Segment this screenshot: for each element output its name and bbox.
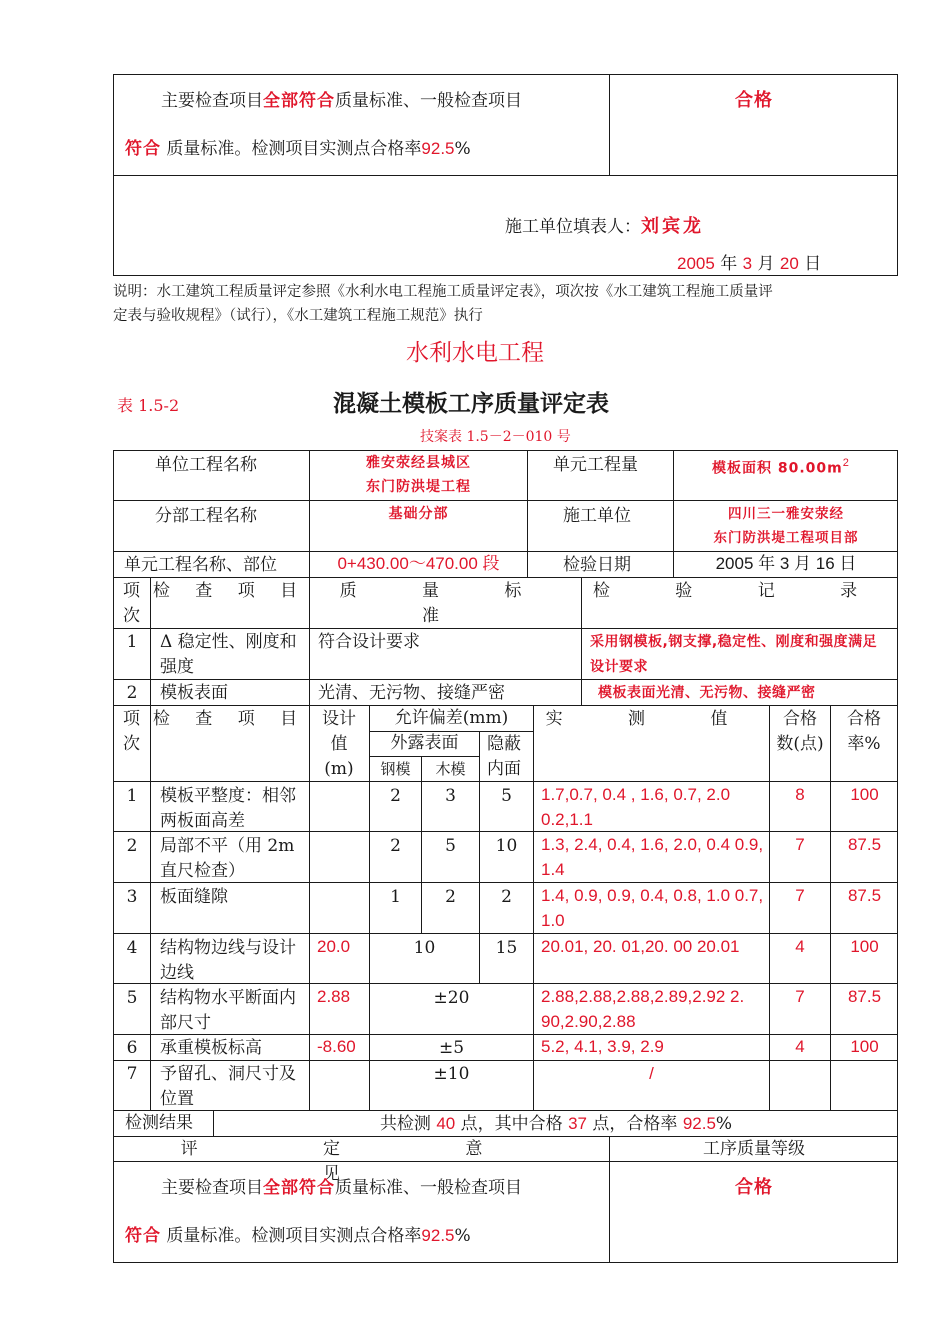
measure-row-steel: 2: [390, 786, 401, 806]
main-col-item: 检 查 项 目: [152, 581, 308, 601]
main-row-record: 采用钢模板,钢支撑,稳定性、刚度和强度满足设计要求: [590, 634, 878, 675]
main-col-no: 项次: [123, 581, 140, 626]
top-eval-text: 主要检查项目全部符合质量标准、一般检查项目 符合 质量标准。检测项目实测点合格率92.5%: [125, 91, 522, 159]
top-date: 2005 年 3 月 20 日: [677, 254, 822, 274]
measure-row-no: 2: [126, 836, 138, 856]
sub-project-value: 基础分部: [388, 506, 449, 522]
unit-project-label: 单位工程名称: [155, 455, 257, 475]
grade-value: 合格: [735, 1177, 773, 1198]
measure-row-count: 8: [795, 785, 805, 804]
unit-name-label: 单元工程名称、部位: [124, 555, 277, 575]
measure-row-count: 7: [795, 835, 805, 854]
main-title: 混凝土模板工序质量评定表: [333, 391, 609, 417]
measure-col-tolerance: 允许偏差(mm): [394, 708, 509, 728]
measure-row-item: 模板平整度：相邻两板面高差: [160, 786, 296, 831]
measure-row-measured: 5.2, 4.1, 3.9, 2.9: [541, 1037, 664, 1056]
measure-row-rate: 100: [850, 1037, 879, 1056]
measure-row-item: 结构物边线与设计边线: [160, 938, 296, 983]
measure-col-wood: 木模: [435, 760, 466, 778]
measure-row-measured: 20.01, 20. 01,20. 00 20.01: [541, 937, 740, 956]
measure-row-item: 承重模板标高: [160, 1038, 262, 1058]
main-row-standard: 光清、无污物、接缝严密: [318, 683, 505, 703]
measure-row-no: 7: [126, 1064, 138, 1084]
measure-col-no: 项次: [123, 709, 140, 754]
result-text: 共检测 40 点，其中合格 37 点，合格率 92.5%: [379, 1114, 733, 1134]
sub-project-label: 分部工程名称: [155, 506, 257, 526]
result-label: 检测结果: [125, 1113, 193, 1133]
measure-row-rate: 87.5: [847, 886, 882, 905]
measure-col-design: 设计值(m): [322, 709, 356, 779]
measure-row-no: 3: [126, 887, 138, 907]
inspect-date-value: 2005 年 3 月 16 日: [715, 554, 857, 573]
measure-col-measured: 实 测 值: [545, 709, 758, 729]
measure-row-tolerance: ±20: [433, 988, 470, 1008]
measure-row-wood: 2: [445, 887, 456, 907]
eval-text: 主要检查项目全部符合质量标准、一般检查项目 符合 质量标准。检测项目实测点合格率92.5%: [125, 1178, 522, 1246]
measure-row-count: 4: [795, 1037, 805, 1056]
unit-project-value: 雅安荥经县城区 东门防洪堤工程: [366, 455, 471, 495]
measure-col-exposed: 外露表面: [390, 733, 459, 753]
grade-label: 工序质量等级: [703, 1139, 805, 1159]
measure-row-measured: 2.88,2.88,2.88,2.89,2.92 2. 90,2.90,2.88: [541, 987, 745, 1031]
opinion-label: 评 定 意 见: [180, 1139, 543, 1184]
measure-col-pass-rate: 合格率%: [847, 709, 881, 754]
measure-row-measured: 1.7,0.7, 0.4 , 1.6, 0.7, 2.0 0.2,1.1: [541, 785, 731, 829]
measure-row-no: 4: [126, 938, 138, 958]
measure-row-wood: 5: [445, 836, 456, 856]
measure-row-item: 予留孔、洞尺寸及位置: [160, 1064, 296, 1109]
main-row-item: Δ 稳定性、刚度和强度: [160, 632, 297, 677]
measure-col-hidden: 隐蔽内面: [487, 734, 521, 779]
measure-row-hidden: 15: [495, 938, 518, 958]
measure-row-exposed: 10: [413, 938, 436, 958]
measure-row-tolerance: ±10: [433, 1064, 470, 1084]
measure-row-count: 4: [795, 937, 805, 956]
unit-quantity-value: 模板面积 $80.00m^2$: [712, 457, 849, 477]
top-grade: 合格: [735, 90, 773, 111]
measure-row-hidden: 10: [495, 836, 518, 856]
main-row-record: 模板表面光清、无污物、接缝严密: [598, 685, 816, 701]
main-col-standard: 质 量 标 准: [339, 581, 552, 626]
measure-row-measured: /: [649, 1064, 654, 1083]
inspect-date-label: 检验日期: [563, 555, 631, 575]
note-text: 说明：水工建筑工程质量评定参照《水利水电工程施工质量评定表》，项次按《水工建筑工程施工质量评 定表与验收规程》（试行），《水工建筑工程施工规范》执行: [113, 284, 773, 324]
measure-row-hidden: 5: [501, 786, 512, 806]
unit-quantity-label: 单元工程量: [553, 455, 638, 475]
measure-row-rate: 87.5: [847, 987, 882, 1006]
main-row-no: 1: [126, 632, 138, 652]
contractor-value: 四川三一雅安荥经 东门防洪堤工程项目部: [713, 506, 859, 546]
measure-row-item: 结构物水平断面内部尺寸: [160, 988, 296, 1033]
measure-row-no: 5: [126, 988, 138, 1008]
unit-name-value: 0+430.00～470.00 段: [337, 554, 500, 573]
measure-row-rate: 100: [850, 785, 879, 804]
measure-col-pass-count: 合格数(点): [776, 709, 824, 754]
main-row-standard: 符合设计要求: [318, 632, 420, 652]
measure-col-item: 检 查 项 目: [152, 709, 308, 729]
measure-row-rate: 100: [850, 937, 879, 956]
measure-row-wood: 3: [445, 786, 456, 806]
measure-row-count: 7: [795, 987, 805, 1006]
contractor-label: 施工单位: [563, 506, 631, 526]
main-col-record: 检 验 记 录: [592, 581, 888, 601]
measure-row-no: 1: [126, 786, 138, 806]
measure-row-design: -8.60: [317, 1037, 356, 1056]
measure-row-item: 板面缝隙: [160, 887, 228, 907]
main-row-no: 2: [126, 683, 138, 703]
measure-col-steel: 钢模: [380, 760, 411, 778]
archive-number: 技案表 1.5－2－010 号: [420, 429, 571, 445]
measure-row-item: 局部不平（用 2m 直尺检查）: [160, 836, 295, 881]
measure-row-rate: 87.5: [847, 835, 882, 854]
measure-row-no: 6: [126, 1038, 138, 1058]
measure-row-hidden: 2: [501, 887, 512, 907]
main-row-item: 模板表面: [160, 683, 228, 703]
measure-row-steel: 2: [390, 836, 401, 856]
section-title: 水利水电工程: [406, 340, 544, 366]
measure-row-tolerance: ±5: [438, 1038, 465, 1058]
measure-row-measured: 1.4, 0.9, 0.9, 0.4, 0.8, 1.0 0.7, 1.0: [541, 886, 764, 930]
measure-row-steel: 1: [390, 887, 401, 907]
measure-row-count: 7: [795, 886, 805, 905]
measure-row-design: 20.0: [317, 937, 351, 956]
measure-row-measured: 1.3, 2.4, 0.4, 1.6, 2.0, 0.4 0.9, 1.4: [541, 835, 764, 879]
top-filler: 施工单位填表人：刘宾龙: [505, 216, 704, 237]
table-number: 表 1.5-2: [117, 396, 180, 415]
measure-row-design: 2.88: [317, 987, 351, 1006]
